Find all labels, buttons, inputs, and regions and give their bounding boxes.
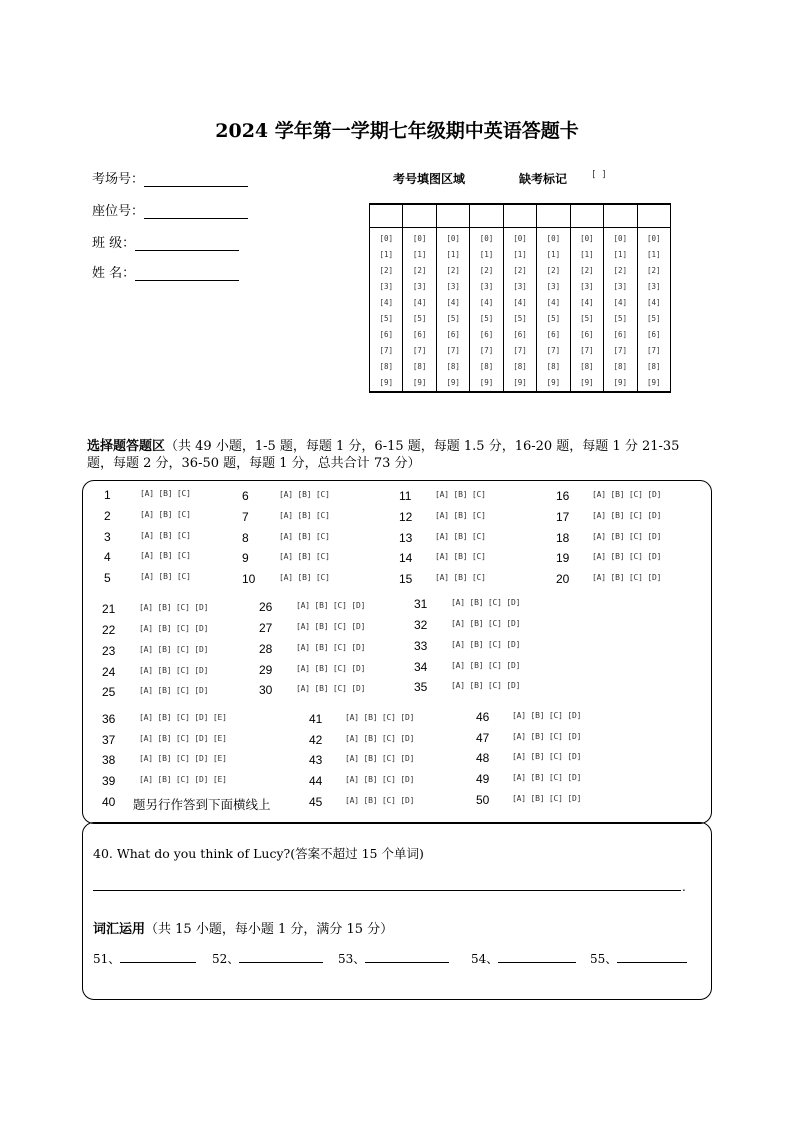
id-digit-bubble[interactable]: [1]	[479, 250, 494, 259]
id-digit-bubble[interactable]: [6]	[446, 330, 460, 339]
answer-bubbles[interactable]: [A] [B] [C] [D]	[296, 601, 366, 610]
id-column	[403, 205, 436, 391]
id-digit-bubble[interactable]: [4]	[412, 298, 427, 307]
id-digit-bubble[interactable]: [0]	[412, 234, 427, 243]
page-title: 2024 学年第一学期七年级期中英语答题卡	[215, 120, 579, 142]
question-number: 27	[259, 621, 273, 635]
vocab-answer-line[interactable]	[120, 950, 196, 963]
question-number: 2	[104, 509, 111, 523]
id-digit-bubble[interactable]: [3]	[546, 282, 561, 291]
id-digit-bubble[interactable]: [9]	[646, 378, 661, 387]
question-number: 37	[102, 733, 116, 747]
id-digit-bubble[interactable]: [9]	[546, 378, 561, 387]
answer-bubbles[interactable]: [A] [B] [C]	[279, 573, 330, 582]
answer-bubbles[interactable]: [A] [B] [C] [D]	[139, 686, 209, 695]
id-digit-bubble[interactable]: [2]	[379, 266, 393, 275]
vocab-blank[interactable]	[93, 950, 196, 967]
question-number: 41	[309, 712, 323, 726]
id-digit-bubble[interactable]: [7]	[513, 346, 527, 355]
id-digit-bubble[interactable]: [4]	[513, 298, 527, 307]
id-digit-bubble[interactable]: [8]	[580, 362, 594, 371]
q40-answer-line[interactable]	[93, 878, 681, 891]
id-digit-bubble[interactable]: [4]	[613, 298, 628, 307]
class-line[interactable]	[135, 237, 239, 251]
question-number: 20	[556, 572, 570, 586]
id-digit-bubble[interactable]: [1]	[580, 250, 594, 259]
question-number: 42	[309, 733, 323, 747]
answer-bubbles[interactable]: [A] [B] [C]	[435, 573, 486, 582]
answer-bubbles[interactable]: [A] [B] [C] [D]	[296, 664, 366, 673]
id-digit-bubble[interactable]: [9]	[580, 378, 594, 387]
question-number: 8	[242, 531, 249, 545]
question-number: 10	[242, 572, 256, 586]
id-column	[537, 205, 570, 391]
answer-bubbles[interactable]: [A] [B] [C]	[140, 531, 191, 540]
question-number: 46	[476, 710, 490, 724]
q40-note: 题另行作答到下面横线上	[133, 797, 271, 812]
answer-bubbles[interactable]: [A] [B] [C] [D]	[512, 732, 582, 741]
vocab-blank-number: 52、	[212, 952, 240, 966]
question-number: 26	[259, 600, 273, 614]
answer-bubbles[interactable]: [A] [B] [C] [D]	[296, 643, 366, 652]
answer-bubbles[interactable]: [A] [B] [C] [D]	[345, 734, 415, 743]
class-label: 班 级：	[92, 236, 136, 251]
id-digit-bubble[interactable]: [0]	[513, 234, 527, 243]
id-digit-bubble[interactable]: [9]	[513, 378, 527, 387]
answer-bubbles[interactable]: [A] [B] [C] [D]	[296, 622, 366, 631]
question-number: 16	[556, 489, 570, 503]
vocab-blank-number: 55、	[590, 952, 618, 966]
id-digit-bubble[interactable]: [6]	[546, 330, 561, 339]
answer-bubbles[interactable]: [A] [B] [C]	[435, 490, 486, 499]
id-digit-bubble[interactable]: [1]	[613, 250, 628, 259]
question-number: 50	[476, 793, 490, 807]
id-grid	[369, 203, 671, 393]
question-number: 12	[399, 510, 413, 524]
question-number: 18	[556, 531, 570, 545]
id-digit-bubble[interactable]: [2]	[513, 266, 527, 275]
question-number: 31	[414, 597, 428, 611]
q40-end-mark: .	[682, 880, 686, 894]
id-digit-bubble[interactable]: [2]	[479, 266, 494, 275]
answer-bubbles[interactable]: [A] [B] [C] [D]	[512, 711, 582, 720]
question-number: 39	[102, 774, 116, 788]
question-number: 4	[104, 550, 111, 564]
id-digit-write-cell[interactable]	[571, 205, 603, 228]
id-digit-bubble[interactable]: [3]	[379, 282, 393, 291]
id-area-title: 考号填图区域	[393, 172, 466, 186]
id-digit-write-cell[interactable]	[470, 205, 502, 228]
id-digit-bubble[interactable]: [7]	[379, 346, 393, 355]
question-number: 34	[414, 660, 428, 674]
question-number: 36	[102, 712, 116, 726]
vocab-blank-number: 54、	[471, 952, 499, 966]
answer-bubbles[interactable]: [A] [B] [C] [D]	[139, 666, 209, 675]
id-digit-bubble[interactable]: [7]	[479, 346, 494, 355]
id-column	[571, 205, 604, 391]
id-digit-bubble[interactable]: [8]	[513, 362, 527, 371]
id-digit-bubble[interactable]: [4]	[446, 298, 460, 307]
id-digit-bubble[interactable]: [7]	[412, 346, 427, 355]
seat-label: 座位号：	[92, 204, 145, 219]
absent-label: 缺考标记	[519, 172, 568, 186]
question-number: 24	[102, 665, 116, 679]
id-digit-bubble[interactable]: [3]	[446, 282, 460, 291]
id-digit-bubble[interactable]: [3]	[479, 282, 494, 291]
id-digit-bubble[interactable]: [7]	[446, 346, 460, 355]
id-digit-bubble[interactable]: [1]	[412, 250, 427, 259]
id-digit-bubble[interactable]: [8]	[446, 362, 460, 371]
answer-bubbles[interactable]: [A] [B] [C]	[279, 552, 330, 561]
id-digit-bubble[interactable]: [0]	[613, 234, 628, 243]
answer-bubbles[interactable]: [A] [B] [C] [D]	[451, 661, 521, 670]
question-number: 14	[399, 551, 413, 565]
id-digit-write-cell[interactable]	[370, 205, 402, 228]
answer-bubbles[interactable]: [A] [B] [C] [D]	[451, 598, 521, 607]
id-digit-bubble[interactable]: [0]	[379, 234, 393, 243]
id-digit-bubble[interactable]: [8]	[479, 362, 494, 371]
vocab-blank[interactable]	[471, 950, 576, 967]
question-number: 29	[259, 663, 273, 677]
id-digit-bubble[interactable]: [2]	[646, 266, 661, 275]
answer-bubbles[interactable]: [A] [B] [C] [D]	[139, 645, 209, 654]
question-number: 33	[414, 639, 428, 653]
answer-bubbles[interactable]: [A] [B] [C] [D]	[345, 713, 415, 722]
id-digit-bubble[interactable]: [2]	[446, 266, 460, 275]
question-number: 3	[104, 530, 111, 544]
question-number: 5	[104, 571, 111, 585]
question-number: 30	[259, 683, 273, 697]
id-digit-bubble[interactable]: [1]	[646, 250, 661, 259]
q40-prompt: 40. What do you think of Lucy?(答案不超过 15 个单词)	[93, 846, 424, 861]
id-digit-bubble[interactable]: [0]	[646, 234, 661, 243]
answer-bubbles[interactable]: [A] [B] [C] [D] [E]	[139, 734, 227, 743]
id-digit-bubble[interactable]: [8]	[412, 362, 427, 371]
id-digit-bubble[interactable]: [5]	[446, 314, 460, 323]
answer-bubbles[interactable]: [A] [B] [C]	[435, 552, 486, 561]
name-label: 姓 名：	[92, 266, 136, 281]
seat-field[interactable]	[92, 200, 248, 219]
question-number: 38	[102, 753, 116, 767]
answer-bubbles[interactable]: [A] [B] [C] [D]	[592, 511, 662, 520]
id-digit-bubble[interactable]: [5]	[412, 314, 427, 323]
id-digit-bubble[interactable]: [6]	[646, 330, 661, 339]
id-digit-bubble[interactable]: [1]	[546, 250, 561, 259]
id-digit-write-cell[interactable]	[504, 205, 536, 228]
mc-heading: 选择题答题区	[87, 439, 166, 454]
question-number: 45	[309, 795, 323, 809]
answer-bubbles[interactable]: [A] [B] [C] [D]	[345, 754, 415, 763]
vocab-answer-line[interactable]	[239, 950, 323, 963]
question-number: 23	[102, 644, 116, 658]
answer-bubbles[interactable]: [A] [B] [C] [D]	[345, 796, 415, 805]
answer-bubbles[interactable]: [A] [B] [C] [D]	[139, 624, 209, 633]
id-digit-bubble[interactable]: [1]	[379, 250, 393, 259]
vocab-answer-line[interactable]	[498, 950, 576, 963]
question-number: 28	[259, 642, 273, 656]
id-digit-bubble[interactable]: [7]	[613, 346, 628, 355]
question-number: 7	[242, 510, 249, 524]
id-digit-bubble[interactable]: [6]	[412, 330, 427, 339]
id-digit-bubble[interactable]: [0]	[446, 234, 460, 243]
id-digit-bubble[interactable]: [3]	[580, 282, 594, 291]
id-digit-bubble[interactable]: [6]	[580, 330, 594, 339]
id-digit-bubble[interactable]: [9]	[446, 378, 460, 387]
id-digit-bubble[interactable]: [0]	[479, 234, 494, 243]
id-digit-bubble[interactable]: [2]	[412, 266, 427, 275]
id-digit-bubble[interactable]: [6]	[513, 330, 527, 339]
id-digit-bubble[interactable]: [8]	[613, 362, 628, 371]
answer-bubbles[interactable]: [A] [B] [C]	[140, 572, 191, 581]
id-digit-bubble[interactable]: [5]	[513, 314, 527, 323]
vocab-header	[93, 918, 393, 937]
question-number: 19	[556, 551, 570, 565]
question-number: 1	[104, 488, 111, 502]
mc-desc-1: （共 49 小题，1-5 题，每题 1 分，6-15 题，每题 1.5 分，16-20 题，每题 1 分 21-35	[165, 439, 680, 454]
class-field[interactable]	[92, 232, 239, 251]
answer-bubbles[interactable]: [A] [B] [C] [D]	[592, 490, 662, 499]
vocab-answer-line[interactable]	[365, 950, 449, 963]
question-number: 49	[476, 772, 490, 786]
id-digit-bubble[interactable]: [1]	[446, 250, 460, 259]
answer-bubbles[interactable]: [A] [B] [C]	[435, 532, 486, 541]
id-digit-bubble[interactable]: [7]	[580, 346, 594, 355]
id-column	[437, 205, 470, 391]
answer-bubbles[interactable]: [A] [B] [C]	[279, 490, 330, 499]
mc-desc-2: 题，每题 2 分，36-50 题，每题 1 分，总共合计 73 分）	[87, 456, 421, 471]
question-number: 11	[399, 489, 412, 503]
answer-bubbles[interactable]: [A] [B] [C]	[140, 510, 191, 519]
id-column	[604, 205, 637, 391]
question-number: 43	[309, 753, 323, 767]
id-digit-bubble[interactable]: [5]	[646, 314, 661, 323]
id-digit-bubble[interactable]: [9]	[479, 378, 494, 387]
id-digit-bubble[interactable]: [9]	[613, 378, 628, 387]
question-number: 47	[476, 731, 490, 745]
id-digit-bubble[interactable]: [3]	[646, 282, 661, 291]
id-digit-bubble[interactable]: [5]	[580, 314, 594, 323]
question-number: 48	[476, 751, 490, 765]
vocab-blank[interactable]	[590, 950, 687, 967]
mc-header	[87, 438, 717, 472]
answer-bubbles[interactable]: [A] [B] [C] [D]	[345, 775, 415, 784]
question-number: 13	[399, 531, 413, 545]
exam-room-line[interactable]	[144, 173, 248, 187]
answer-bubbles[interactable]: [A] [B] [C] [D] [E]	[139, 754, 227, 763]
question-number: 25	[102, 685, 116, 699]
question-number: 44	[309, 774, 323, 788]
id-digit-bubble[interactable]: [9]	[412, 378, 427, 387]
answer-bubbles[interactable]: [A] [B] [C] [D]	[512, 794, 582, 803]
id-digit-write-cell[interactable]	[537, 205, 569, 228]
vocab-blank[interactable]	[338, 950, 449, 967]
question-number: 6	[242, 489, 249, 503]
answer-bubbles[interactable]: [A] [B] [C] [D]	[296, 684, 366, 693]
vocab-heading: 词汇运用	[93, 922, 146, 937]
question-number: 32	[414, 618, 428, 632]
question-number: 15	[399, 572, 413, 586]
question-number: 17	[556, 510, 570, 524]
id-digit-bubble[interactable]: [3]	[613, 282, 628, 291]
id-digit-bubble[interactable]: [9]	[379, 378, 393, 387]
vocab-blank-number: 53、	[338, 952, 366, 966]
id-digit-bubble[interactable]: [0]	[580, 234, 594, 243]
id-digit-bubble[interactable]: [0]	[546, 234, 561, 243]
id-digit-bubble[interactable]: [3]	[412, 282, 427, 291]
name-line[interactable]	[135, 267, 239, 281]
vocab-desc: （共 15 小题，每小题 1 分，满分 15 分）	[145, 922, 394, 937]
exam-room-field[interactable]	[92, 168, 248, 187]
answer-bubbles[interactable]: [A] [B] [C] [D]	[451, 619, 521, 628]
exam-room-label: 考场号：	[92, 172, 145, 187]
seat-line[interactable]	[144, 205, 248, 219]
vocab-answer-line[interactable]	[617, 950, 687, 963]
id-digit-bubble[interactable]: [2]	[546, 266, 561, 275]
id-digit-bubble[interactable]: [4]	[479, 298, 494, 307]
answer-bubbles[interactable]: [A] [B] [C] [D]	[592, 532, 662, 541]
question-number: 40	[102, 795, 116, 809]
id-digit-bubble[interactable]: [2]	[580, 266, 594, 275]
id-digit-write-cell[interactable]	[604, 205, 636, 228]
question-number: 21	[102, 602, 116, 616]
id-digit-bubble[interactable]: [6]	[479, 330, 494, 339]
question-number: 22	[102, 623, 116, 637]
vocab-blank[interactable]	[212, 950, 323, 967]
answer-bubbles[interactable]: [A] [B] [C] [D]	[592, 573, 662, 582]
id-digit-bubble[interactable]: [7]	[546, 346, 561, 355]
answer-bubbles[interactable]: [A] [B] [C]	[140, 551, 191, 560]
id-digit-bubble[interactable]: [6]	[613, 330, 628, 339]
id-column	[370, 205, 403, 391]
answer-bubbles[interactable]: [A] [B] [C] [D]	[451, 640, 521, 649]
answer-bubbles[interactable]: [A] [B] [C] [D] [E]	[139, 713, 227, 722]
id-digit-bubble[interactable]: [7]	[646, 346, 661, 355]
answer-bubbles[interactable]: [A] [B] [C]	[279, 532, 330, 541]
answer-bubbles[interactable]: [A] [B] [C] [D]	[139, 603, 209, 612]
answer-bubbles[interactable]: [A] [B] [C]	[140, 489, 191, 498]
id-digit-write-cell[interactable]	[437, 205, 469, 228]
id-digit-bubble[interactable]: [4]	[379, 298, 393, 307]
question-number: 9	[242, 551, 249, 565]
id-digit-bubble[interactable]: [4]	[580, 298, 594, 307]
id-digit-bubble[interactable]: [8]	[379, 362, 393, 371]
answer-bubbles[interactable]: [A] [B] [C]	[279, 511, 330, 520]
absent-mark-box[interactable]: [ ]	[591, 170, 607, 180]
vocab-blank-number: 51、	[93, 952, 121, 966]
id-digit-bubble[interactable]: [8]	[546, 362, 561, 371]
id-digit-bubble[interactable]: [4]	[546, 298, 561, 307]
id-digit-bubble[interactable]: [5]	[546, 314, 561, 323]
id-digit-bubble[interactable]: [5]	[479, 314, 494, 323]
answer-bubbles[interactable]: [A] [B] [C] [D]	[512, 752, 582, 761]
id-digit-bubble[interactable]: [5]	[613, 314, 628, 323]
id-digit-write-cell[interactable]	[638, 205, 670, 228]
id-column	[638, 205, 670, 391]
id-digit-bubble[interactable]: [4]	[646, 298, 661, 307]
answer-bubbles[interactable]: [A] [B] [C] [D]	[451, 681, 521, 690]
id-digit-bubble[interactable]: [1]	[513, 250, 527, 259]
id-digit-bubble[interactable]: [3]	[513, 282, 527, 291]
answer-bubbles[interactable]: [A] [B] [C] [D]	[512, 773, 582, 782]
question-number: 35	[414, 680, 428, 694]
name-field[interactable]	[92, 262, 239, 281]
answer-bubbles[interactable]: [A] [B] [C]	[435, 511, 486, 520]
id-column	[470, 205, 503, 391]
answer-bubbles[interactable]: [A] [B] [C] [D] [E]	[139, 775, 227, 784]
answer-bubbles[interactable]: [A] [B] [C] [D]	[592, 552, 662, 561]
id-digit-bubble[interactable]: [2]	[613, 266, 628, 275]
id-digit-bubble[interactable]: [6]	[379, 330, 393, 339]
id-column	[504, 205, 537, 391]
id-digit-bubble[interactable]: [5]	[379, 314, 393, 323]
id-digit-write-cell[interactable]	[403, 205, 435, 228]
id-digit-bubble[interactable]: [8]	[646, 362, 661, 371]
